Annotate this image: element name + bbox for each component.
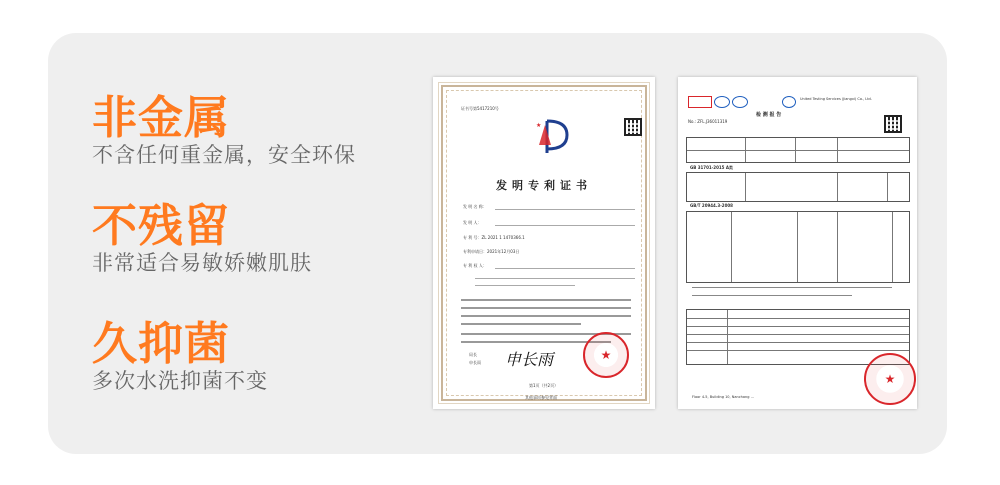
feature-subtitle: 多次水洗抑菌不变 [92, 369, 268, 393]
organization-name-en: United Testing Services (Jiangxi) Co., Ltd. [800, 97, 872, 101]
filing-date: 专利申请日：2021年12月03日 [463, 249, 520, 254]
text-line [495, 225, 635, 226]
cnas-logo-icon [732, 96, 748, 108]
standard-2: GB/T 20944.3-2008 [690, 203, 733, 208]
qr-code-icon [884, 115, 902, 133]
patent-office-logo-icon [533, 115, 573, 159]
director-label: 局长 [469, 352, 477, 357]
standard-1: GB 31701-2015 A类 [690, 165, 733, 170]
feature-non-metal [92, 92, 356, 168]
patent-holder-label: 专 利 权 人： [463, 263, 487, 268]
result-table-1 [686, 172, 910, 202]
text-line [692, 295, 852, 296]
feature-long-antibacterial [92, 318, 268, 394]
director-signature-icon: 申长雨 [505, 350, 554, 369]
director-name: 申长雨 [469, 360, 481, 365]
paragraph-line [461, 299, 631, 301]
company-logo-icon [782, 96, 796, 108]
certificate-footer: 其他事项参见背面 [525, 395, 557, 400]
feature-title: 非金属 [92, 91, 231, 144]
certificate-title: 发明专利证书 [496, 179, 592, 192]
report-title: 检 测 报 告 [756, 112, 782, 118]
paragraph-line [461, 315, 631, 317]
invention-name-label: 发 明 名 称： [463, 204, 487, 209]
report-footer: Floor 4-5, Building 10, Nanchang ... [692, 395, 754, 399]
patent-number: 专 利 号：ZL 2021 1 1470366.1 [463, 235, 525, 240]
inventor-label: 发 明 人： [463, 220, 482, 225]
feature-title: 久抑菌 [92, 317, 231, 370]
paragraph-line [461, 323, 581, 325]
patent-certificate [433, 77, 655, 409]
feature-no-residue [92, 200, 312, 276]
ilac-logo-icon [714, 96, 730, 108]
qr-code-icon [624, 118, 642, 136]
inspection-seal-icon: ★ [864, 353, 916, 405]
text-line [475, 278, 635, 279]
feature-subtitle: 非常适合易敏娇嫩肌肤 [92, 251, 312, 275]
cma-logo-icon [688, 96, 712, 108]
test-report [678, 77, 917, 409]
official-seal-icon: ★ [583, 332, 629, 378]
feature-title: 不残留 [92, 199, 231, 252]
report-number: No.: ZFL.J36011319 [688, 119, 728, 124]
text-line [475, 285, 575, 286]
feature-subtitle: 不含任何重金属，安全环保 [92, 143, 356, 167]
result-table-2 [686, 211, 910, 283]
paragraph-line [461, 307, 631, 309]
report-header-table [686, 137, 910, 163]
text-line [692, 287, 892, 288]
certificate-number: 证书号第5417210号 [461, 106, 499, 111]
svg-text:★: ★ [536, 122, 542, 129]
page-number: 第1页（共2页） [529, 383, 559, 388]
text-line [495, 209, 635, 210]
text-line [495, 268, 635, 269]
